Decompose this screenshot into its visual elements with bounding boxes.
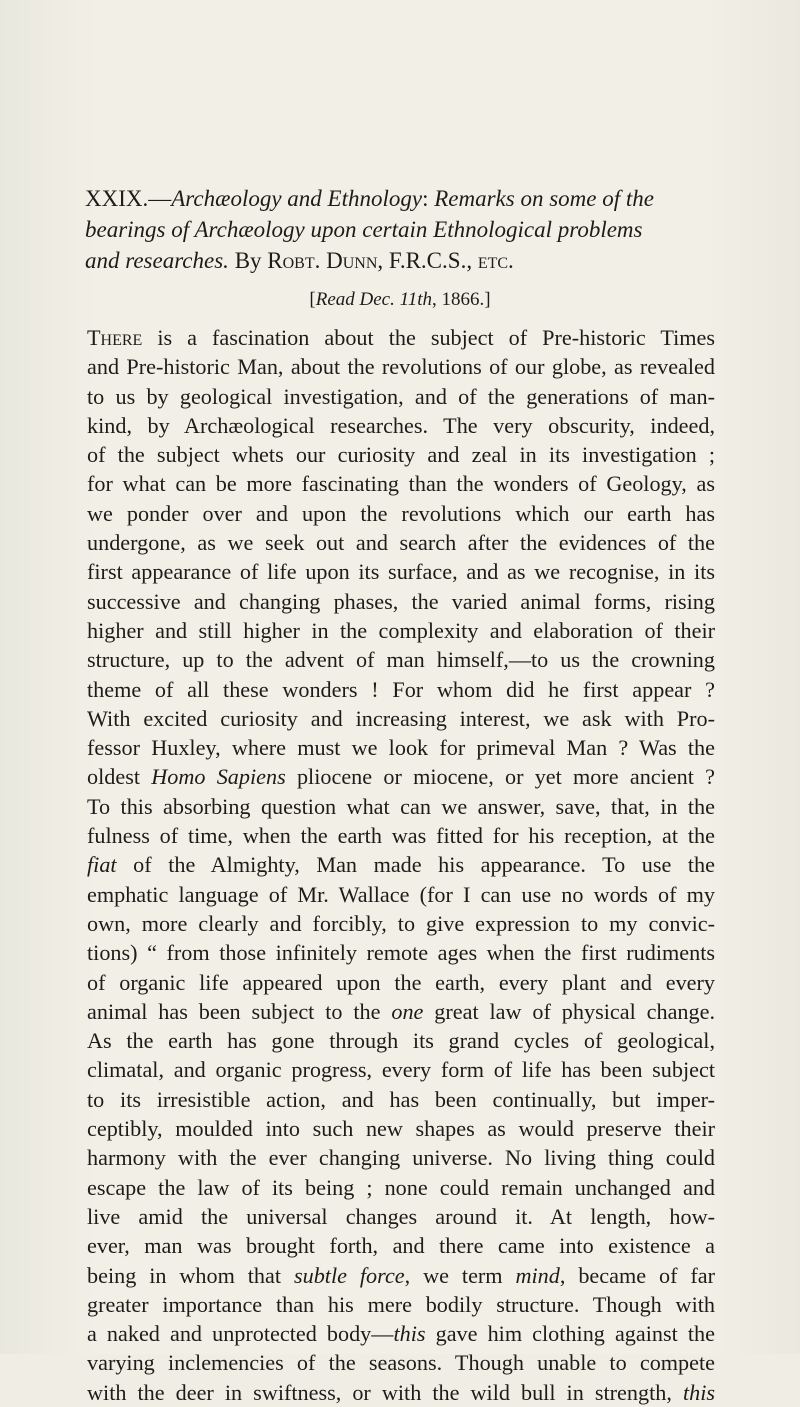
italic-text: this (393, 1321, 426, 1347)
heading-line-2 (85, 214, 725, 245)
text-span: live amid the universal changes around it. At length, how- (87, 1203, 715, 1229)
read-day: 11th (399, 289, 432, 310)
read-label: Read Dec. (315, 289, 395, 310)
text-line (87, 704, 715, 733)
title-part-1: Archæology and Ethnology (171, 186, 423, 211)
text-span: undergone, as we seek out and search after the evidences of the (87, 530, 715, 556)
italic-text: this (682, 1379, 715, 1405)
text-span: To this absorbing question what can we answer, save, that, in the (87, 793, 715, 819)
text-span: and Pre-historic Man, about the revolutions of our globe, as revealed (87, 354, 715, 380)
text-span: animal has been subject to the (87, 998, 392, 1024)
text-line (87, 616, 715, 645)
text-span: of the Almighty, Man made his appearance. To use the (116, 852, 715, 878)
text-span: of the subject whets our curiosity and zeal in its investigation ; (87, 442, 715, 468)
text-line (87, 968, 715, 997)
text-span: to its irresistible action, and has been continually, but imper- (87, 1086, 715, 1112)
title-separator: : (422, 186, 435, 211)
text-span: is a fascination about the subject of Pre-historic Times (142, 325, 715, 350)
text-line (87, 733, 715, 762)
text-line (87, 1348, 715, 1377)
text-line (87, 880, 715, 909)
italic-text: fiat (87, 852, 117, 878)
text-line (87, 411, 715, 440)
text-span: great law of physical change. (423, 998, 715, 1024)
text-span: greater importance than his mere bodily structure. Though with (87, 1291, 715, 1317)
italic-text: Homo Sapiens (151, 764, 286, 790)
text-span: for what can be more fascinating than the wonders of Geology, as (87, 471, 715, 497)
text-line (87, 938, 715, 967)
text-line (87, 1202, 715, 1231)
text-span: higher and still higher in the complexity and elaboration of their (87, 617, 715, 643)
text-line (87, 440, 715, 469)
text-span: , we term (404, 1262, 516, 1288)
read-year: , 1866.] (432, 289, 491, 310)
text-span: we ponder over and upon the revolutions which our earth has (87, 500, 715, 526)
text-line (87, 352, 715, 381)
text-line (87, 909, 715, 938)
text-span: to us by geological investigation, and of the generations of man- (87, 383, 715, 409)
bracket-open: [ (309, 289, 316, 310)
article-number: XXIX. (85, 186, 149, 211)
text-span: first appearance of life upon its surface, and as we recognise, in its (87, 559, 715, 585)
article-heading (85, 183, 725, 276)
text-span: ever, man was brought forth, and there came into existence a (87, 1233, 715, 1259)
text-span: fessor Huxley, where must we look for primeval Man ? Was the (87, 735, 715, 761)
text-span: fulness of time, when the earth was fitted for his reception, at the (87, 823, 715, 849)
body-text (87, 323, 715, 1407)
text-line (87, 850, 715, 879)
lead-word: There (87, 325, 143, 350)
text-span: With excited curiosity and increasing interest, we ask with Pro- (87, 705, 715, 731)
text-line (87, 323, 715, 352)
title-part-4: and researches. (85, 248, 229, 273)
heading-line-3 (85, 245, 725, 276)
text-line (87, 675, 715, 704)
title-part-2: Remarks on some of the (434, 186, 654, 211)
text-line (87, 382, 715, 411)
text-span: tions) “ from those infinitely remote ages when the first rudiments (87, 940, 715, 966)
italic-text: mind (515, 1262, 560, 1288)
text-span: climatal, and organic progress, every form of life has been subject (87, 1057, 715, 1083)
text-span: escape the law of its being ; none could remain unchanged and (87, 1174, 715, 1200)
text-line (87, 762, 715, 791)
text-line (87, 821, 715, 850)
text-span: of organic life appeared upon the earth, every plant and every (87, 969, 715, 995)
text-line (87, 1378, 715, 1407)
read-date-note (0, 288, 800, 312)
text-line (87, 528, 715, 557)
text-line (87, 1026, 715, 1055)
text-line (87, 1114, 715, 1143)
text-line (87, 792, 715, 821)
text-line (87, 1290, 715, 1319)
text-line (87, 469, 715, 498)
text-span: harmony with the ever changing universe. No living thing could (87, 1145, 715, 1171)
author-name: Robt. Dunn, F.R.C.S., etc. (267, 248, 514, 273)
title-part-3: bearings of Archæology upon certain Ethnological problems (85, 217, 643, 242)
text-line (87, 645, 715, 674)
text-line (87, 1173, 715, 1202)
text-span: being in whom that (87, 1262, 294, 1288)
text-span: As the earth has gone through its grand cycles of geological, (87, 1028, 715, 1054)
text-span: , became of far (559, 1262, 716, 1288)
text-span: successive and changing phases, the varied animal forms, rising (87, 588, 715, 614)
text-span: varying inclemencies of the seasons. Though unable to compete (87, 1350, 715, 1376)
text-span: ceptibly, moulded into such new shapes as would preserve their (87, 1116, 715, 1142)
text-line (87, 499, 715, 528)
text-span: kind, by Archæological researches. The very obscurity, indeed, (87, 412, 715, 438)
text-span: oldest (87, 764, 152, 790)
text-line (87, 587, 715, 616)
text-span: structure, up to the advent of man himself,—to us the crowning (87, 647, 715, 673)
dash: — (148, 186, 172, 211)
text-line (87, 1319, 715, 1348)
text-span: gave him clothing against the (425, 1321, 715, 1347)
text-span: pliocene or miocene, or yet more ancient ? (285, 764, 716, 790)
text-line (87, 1055, 715, 1084)
text-span: with the deer in swiftness, or with the wild bull in strength, (87, 1379, 683, 1405)
text-span: theme of all these wonders ! For whom did he first appear ? (87, 676, 715, 702)
italic-text: one (391, 998, 424, 1024)
text-line (87, 997, 715, 1026)
heading-line-1 (85, 183, 725, 214)
text-span: own, more clearly and forcibly, to give expression to my convic- (87, 910, 715, 936)
text-span: emphatic language of Mr. Wallace (for I can use no words of my (87, 881, 715, 907)
text-line (87, 1261, 715, 1290)
by-word: By (228, 248, 268, 273)
text-span: a naked and unprotected body— (87, 1321, 394, 1347)
text-line (87, 1231, 715, 1260)
text-line (87, 1085, 715, 1114)
text-line (87, 557, 715, 586)
text-line (87, 1143, 715, 1172)
italic-text: subtle force (293, 1262, 405, 1288)
